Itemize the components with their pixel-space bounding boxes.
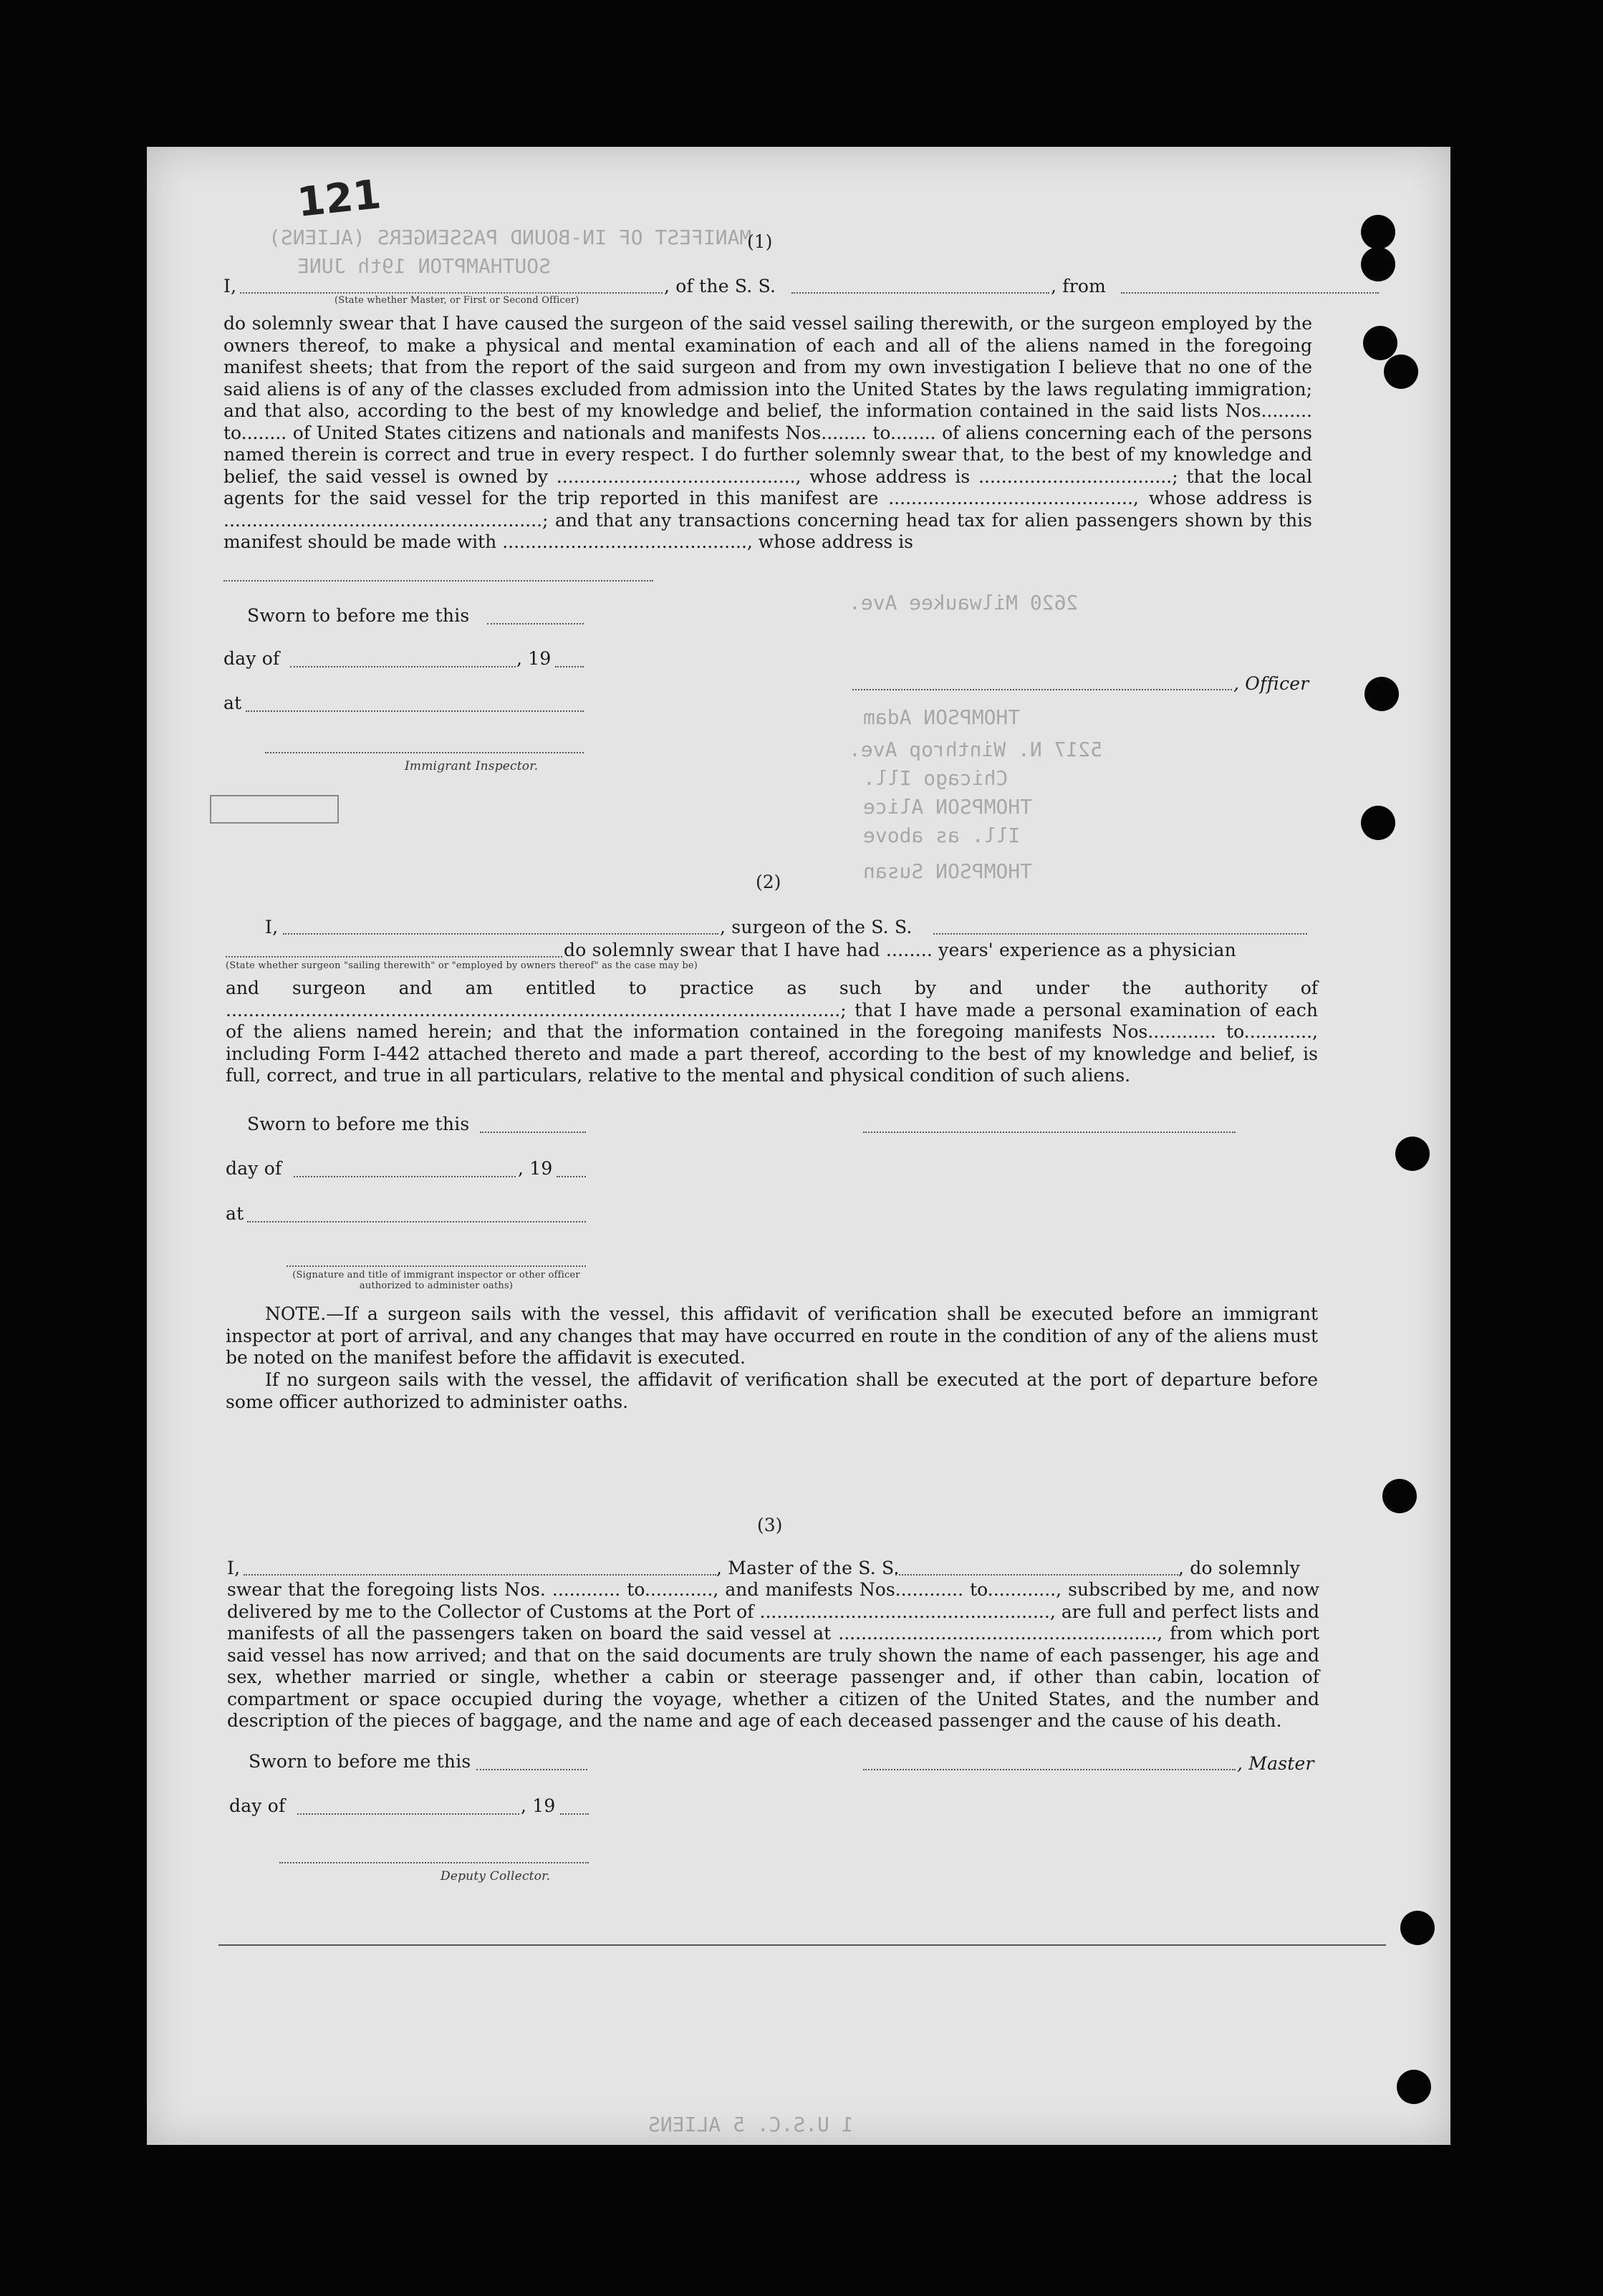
- binder-hole: [1364, 677, 1399, 711]
- section-3-oath-paragraph: swear that the foregoing lists Nos. ............ to............, and manifests Nos............ to............, subscribed by me, and now delivered by me to the Collector of Customs at the Port of ..................................................., are full and perfect lists and manifests of all the passengers taken on board the said vessel at ........................................................, from which port said vessel has now arrived; and that on the said documents are truly shown the name of each passenger, his age and sex, whether married or single, whether a cabin or steerage passenger and, if other than cabin, location of compartment or space occupied during the voyage, whether a citizen of the United States, and the number and description of the pieces of baggage, and the name and age of each deceased passenger and the cause of his death.: [227, 1579, 1319, 1731]
- section-2-surgeon-of-ss: , surgeon of the S. S.: [720, 917, 913, 937]
- section-1-oath-paragraph: do solemnly swear that I have caused the surgeon of the said vessel sailing therewith, or the surgeon employed by the owners thereof, to make a physical and mental examination of each and all of the aliens named in the foregoing manifest sheets; that from the report of the said surgeon and from my own investigation I believe that no one of the said aliens is of any of the classes excluded from admission into the United States by the laws regulating immigration; and that also, according to the best of my knowledge and belief, the information contained in the said lists Nos......... to........ of United States citizens and nationals and manifests Nos........ to........ of aliens concerning each of the persons named therein is correct and true in every respect. I do further solemnly swear that, to the best of my knowledge and belief, the said vessel is owned by .........................................., whose address is ..................................; that the local agents for the said vessel for the trip reported in this manifest are ..........................................., whose address is ........................................................; and that any transactions concerning head tax for alien passengers shown by this manifest should be made with ..........................................., whose address is: [223, 313, 1312, 552]
- section-2-oath-paragraph: and surgeon and am entitled to practice as such by and under the authority of ............................................................................................................; that I have made a personal examination of each of the aliens named herein; and that the information contained in the foregoing manifests Nos............ to............, including Form I-442 attached thereto and made a part thereof, according to the best of my knowledge and belief, is full, correct, and true in all particulars, relative to the mental and physical condition of such aliens.: [226, 978, 1318, 1086]
- bleed-through-city: Chicago Ill.: [863, 766, 1009, 790]
- section-1-from: , from: [1051, 276, 1107, 296]
- section-1-officer-signature[interactable]: [852, 689, 1232, 690]
- note-text: —If a surgeon sails with the vessel, this affidavit of verification shall be executed before an immigrant inspector at port of arrival, and any changes that may have occurred en route in the condition of any of the aliens must be noted on the manifest before the affidavit is executed.: [226, 1303, 1318, 1368]
- manifest-page: [147, 147, 1450, 2145]
- bleed-through-name-2: THOMPSON Alice: [863, 795, 1033, 819]
- section-1-day-field[interactable]: [290, 666, 516, 667]
- section-3-day-of: day of: [229, 1795, 286, 1816]
- section-3-collector-signature[interactable]: [279, 1862, 589, 1863]
- bleed-through-header: MANIFEST OF IN-BOUND PASSENGERS (ALIENS): [269, 226, 752, 249]
- binder-hole: [1382, 1479, 1417, 1513]
- binder-hole: [1363, 326, 1397, 360]
- faint-stamp: [210, 795, 339, 824]
- section-3-name-field[interactable]: [244, 1574, 716, 1576]
- bleed-through-port: SOUTHAMPTON 19th JUNE: [297, 254, 552, 278]
- section-2-day-of: day of: [226, 1158, 282, 1179]
- section-2-caption: (State whether surgeon "sailing therewith" or "employed by owners thereof" as the case may be): [226, 960, 698, 971]
- binder-hole: [1361, 247, 1395, 281]
- section-3-sworn-field[interactable]: [476, 1769, 587, 1770]
- section-1-day-of: day of: [223, 648, 280, 669]
- section-3-master-signature[interactable]: [863, 1769, 1236, 1770]
- section-3-year-field[interactable]: [560, 1813, 589, 1815]
- bleed-through-address-1: 2620 Milwaukee Ave.: [849, 591, 1079, 614]
- section-2-authority-signature[interactable]: [287, 1265, 586, 1267]
- section-1-year-field[interactable]: [555, 666, 584, 667]
- bleed-through-address-3: Ill. as above: [863, 824, 1021, 847]
- section-3-ship-field[interactable]: [895, 1574, 1178, 1576]
- section-3-year: , 19: [521, 1795, 556, 1816]
- section-2-day-field[interactable]: [294, 1176, 516, 1177]
- bottom-rule: [218, 1944, 1386, 1946]
- section-3-I: I,: [227, 1558, 241, 1578]
- section-1-from-field[interactable]: [1121, 292, 1379, 294]
- section-1-year: , 19: [516, 648, 552, 669]
- section-1-at-field[interactable]: [246, 710, 584, 712]
- section-1-address-line[interactable]: [223, 580, 653, 582]
- section-2-note: [226, 1303, 1318, 1369]
- bleed-through-address-2: 5217 N. Winthrop Ave.: [849, 738, 1103, 761]
- section-2-number: (2): [756, 872, 781, 892]
- section-2-at-field[interactable]: [247, 1221, 586, 1222]
- handwritten-number: 121: [294, 171, 383, 226]
- section-3-number: (3): [757, 1515, 783, 1535]
- section-1-officer-label: , Officer: [1233, 673, 1309, 694]
- section-2-signature-caption: (Signature and title of immigrant inspector or other officer authorized to administer oaths): [292, 1270, 580, 1291]
- binder-hole: [1395, 1137, 1430, 1171]
- section-2-year-field[interactable]: [557, 1176, 586, 1177]
- section-2-note-2: If no surgeon sails with the vessel, the affidavit of verification shall be executed at the port of departure before some officer authorized to administer oaths.: [226, 1369, 1318, 1412]
- note-label: NOTE.: [265, 1303, 327, 1324]
- section-2-I: I,: [265, 917, 279, 937]
- section-1-I: I,: [223, 276, 237, 296]
- section-2-surgeon-type-field[interactable]: [226, 956, 562, 958]
- section-1-ship-field[interactable]: [791, 292, 1049, 294]
- section-1-sworn: Sworn to before me this: [247, 605, 470, 626]
- section-2-name-field[interactable]: [283, 933, 718, 935]
- binder-hole: [1384, 354, 1418, 389]
- section-1-officer-field[interactable]: [240, 292, 663, 294]
- binder-hole: [1361, 215, 1395, 249]
- section-1-caption: (State whether Master, or First or Second Officer): [334, 295, 579, 306]
- binder-hole: [1397, 2070, 1431, 2104]
- section-2-year: , 19: [518, 1158, 553, 1179]
- section-1-sworn-field[interactable]: [487, 623, 584, 624]
- section-3-master-label: , Master: [1237, 1753, 1314, 1774]
- section-2-sworn: Sworn to before me this: [247, 1114, 470, 1134]
- section-3-collector-label: Deputy Collector.: [441, 1869, 551, 1883]
- section-1-inspector-label: Immigrant Inspector.: [405, 759, 539, 773]
- bleed-through-name-3: THOMPSON Susan: [863, 859, 1033, 883]
- section-1-number: (1): [747, 231, 773, 252]
- section-2-officer-signature[interactable]: [863, 1132, 1236, 1133]
- section-2-experience-line: do solemnly swear that I have had ........ years' experience as a physician: [564, 940, 1236, 960]
- bleed-through-name-1: THOMPSON Adam: [863, 705, 1021, 729]
- section-3-master-of-ss: , Master of the S. S.: [716, 1558, 900, 1578]
- bleed-through-footer: 1 U.S.C. 5 ALIENS: [648, 2113, 854, 2136]
- section-2-at: at: [226, 1203, 244, 1224]
- section-1-of-ss: , of the S. S.: [664, 276, 776, 296]
- section-1-inspector-signature[interactable]: [265, 752, 584, 753]
- section-3-do-solemnly: , do solemnly: [1178, 1558, 1301, 1578]
- section-2-sworn-field[interactable]: [480, 1132, 586, 1133]
- section-1-at: at: [223, 693, 242, 713]
- section-3-sworn: Sworn to before me this: [249, 1751, 471, 1772]
- section-3-day-field[interactable]: [297, 1813, 519, 1815]
- binder-hole: [1361, 806, 1395, 840]
- binder-hole: [1400, 1911, 1435, 1945]
- section-2-ship-field[interactable]: [933, 933, 1307, 935]
